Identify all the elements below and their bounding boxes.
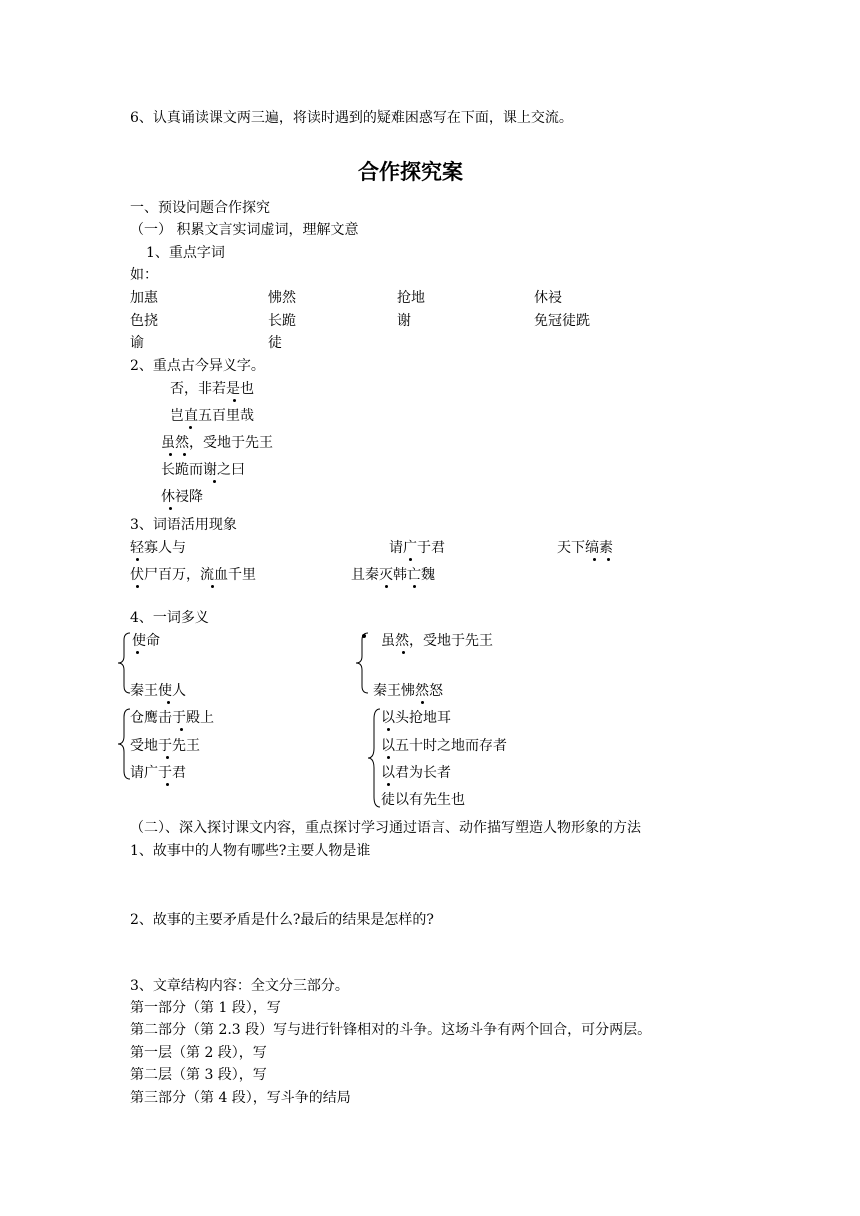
page-title: 合作探究案 — [358, 160, 463, 184]
word: 谢 — [397, 313, 411, 329]
emphasis-dot — [402, 651, 405, 654]
emphasis-dot — [409, 558, 412, 561]
emphasis-dot — [211, 585, 214, 588]
emphasis-dot — [607, 558, 610, 561]
subsection-heading: （二）、深入探讨课文内容，重点探讨学习通过语言、动作描写塑造人物形象的方法 — [130, 820, 641, 836]
emphasis-dot — [136, 558, 139, 561]
word: 怫然 — [268, 290, 296, 306]
emphasis-dot — [136, 585, 139, 588]
question: 1、故事中的人物有哪些?主要人物是谁 — [130, 843, 371, 859]
structure-line: 第一层（第 2 段），写 — [130, 1045, 267, 1061]
word: 加惠 — [130, 290, 158, 306]
brace-icon — [355, 632, 369, 694]
top-instruction: 6、认真诵读课文两三遍，将读时遇到的疑难困惑写在下面，课上交流。 — [130, 110, 573, 126]
example-label: 如： — [130, 267, 158, 283]
example-phrase: 天下缟素 — [557, 540, 613, 556]
emphasis-dot — [169, 453, 172, 456]
brace-icon — [367, 708, 381, 808]
structure-line: 第二部分（第 2.3 段）写与进行针锋相对的斗争。这场斗争有两个回合，可分两层。 — [130, 1022, 652, 1038]
brace-icon — [117, 708, 131, 780]
emphasis-dot — [180, 728, 183, 731]
emphasis-dot — [387, 756, 390, 759]
structure-line: 第二层（第 3 段），写 — [130, 1067, 267, 1083]
example-phrase: 且秦灭韩亡魏 — [351, 567, 435, 583]
emphasis-dot — [387, 783, 390, 786]
section-heading: 一、预设问题合作探究 — [130, 200, 270, 216]
emphasis-dot — [413, 585, 416, 588]
brace-icon — [117, 632, 131, 694]
emphasis-dot — [183, 453, 186, 456]
word: 免冠徒跣 — [534, 313, 590, 329]
example-sentence: 岂直五百里哉 — [170, 408, 254, 424]
polysemy-example: 以五十时之地而存者 — [381, 738, 507, 754]
word: 抢地 — [397, 290, 425, 306]
example-phrase: 请广于君 — [389, 540, 445, 556]
emphasis-dot — [233, 399, 236, 402]
item-heading: 3、词语活用现象 — [130, 517, 237, 533]
example-phrase: 轻寡人与 — [130, 540, 186, 556]
emphasis-dot — [169, 507, 172, 510]
item-heading: 1、重点字词 — [146, 245, 225, 261]
emphasis-dot — [421, 701, 424, 704]
structure-line: 第一部分（第 1 段），写 — [130, 1000, 281, 1016]
polysemy-example: 徒以有先生也 — [381, 792, 465, 808]
emphasis-dot — [167, 701, 170, 704]
polysemy-example: 受地于先王 — [130, 738, 200, 754]
emphasis-dot — [385, 585, 388, 588]
question: 2、故事的主要矛盾是什么?最后的结果是怎样的? — [130, 912, 434, 928]
polysemy-example: 使命 — [132, 633, 160, 649]
example-sentence: 虽然，受地于先王 — [161, 435, 273, 451]
example-sentence: 否，非若是也 — [170, 381, 254, 397]
polysemy-example: 以君为长者 — [381, 765, 451, 781]
polysemy-example: 请广于君 — [130, 765, 186, 781]
example-sentence: 休祲降 — [161, 489, 203, 505]
word: 徒 — [268, 335, 282, 351]
emphasis-dot — [189, 426, 192, 429]
example-phrase: 伏尸百万，流血千里 — [130, 567, 256, 583]
emphasis-dot — [213, 480, 216, 483]
word: 休祲 — [534, 290, 562, 306]
emphasis-dot — [387, 728, 390, 731]
word: 长跪 — [268, 313, 296, 329]
polysemy-example: 以头抢地耳 — [381, 710, 451, 726]
emphasis-dot — [593, 558, 596, 561]
subsection-heading: （一） 积累文言实词虚词，理解文意 — [130, 222, 359, 238]
emphasis-dot — [166, 783, 169, 786]
word: 谕 — [130, 335, 144, 351]
word: 色挠 — [130, 313, 158, 329]
emphasis-dot — [166, 756, 169, 759]
example-sentence: 长跪而谢之曰 — [161, 462, 245, 478]
emphasis-dot — [136, 651, 139, 654]
question: 3、文章结构内容：全文分三部分。 — [130, 978, 349, 994]
polysemy-example: 秦王使人 — [130, 683, 186, 699]
polysemy-example: 仓鹰击于殿上 — [130, 710, 214, 726]
polysemy-example: 秦王怫然怒 — [373, 683, 443, 699]
structure-line: 第三部分（第 4 段），写斗争的结局 — [130, 1090, 351, 1106]
item-heading: 4、一词多义 — [130, 610, 209, 626]
polysemy-example: 虽然，受地于先王 — [381, 633, 493, 649]
item-heading: 2、重点古今异义字。 — [130, 358, 265, 374]
